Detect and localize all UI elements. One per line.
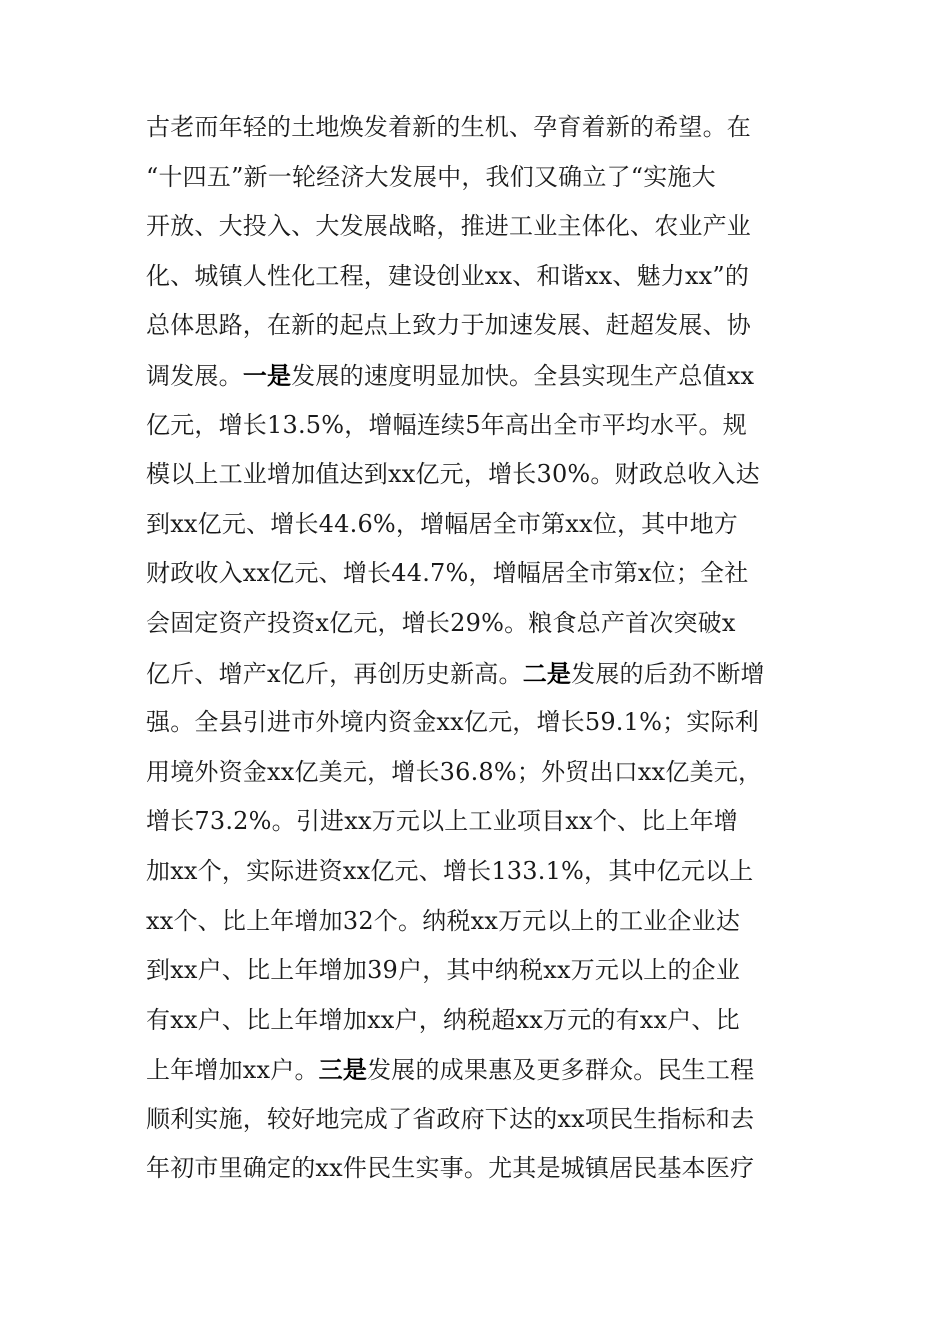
text-line: [146, 351, 816, 401]
bold-keyword: 一是: [242, 360, 292, 390]
text-line: 到xx户、比上年增加39户，其中纳税xx万元以上的企业: [146, 956, 741, 985]
text-line: 古老而年轻的土地焕发着新的生机、孕育着新的希望。在: [146, 113, 751, 141]
text-line: 增长73.2%。引进xx万元以上工业项目xx个、比上年增: [146, 807, 738, 836]
text-line: [146, 1045, 816, 1095]
bold-keyword: 三是: [318, 1055, 368, 1085]
text-line: 财政收入xx亿元、增长44.7%，增幅居全市第x位；全社: [146, 559, 749, 588]
text-segment: 发展的后劲不断增: [571, 659, 765, 688]
text-segment: 发展的速度明显加快。全县实现生产总值xx: [291, 361, 755, 390]
text-line: 开放、大投入、大发展战略，推进工业主体化、农业产业: [146, 212, 751, 241]
text-line: 强。全县引进市外境内资金xx亿元，增长59.1%；实际利: [146, 708, 759, 737]
text-segment: 亿斤、增产x亿斤，再创历史新高。: [146, 659, 523, 688]
text-line: 化、城镇人性化工程，建设创业xx、和谐xx、魅力xx”的: [146, 261, 750, 290]
text-segment: 上年增加xx户。: [146, 1056, 319, 1085]
text-line: 总体思路，在新的起点上致力于加速发展、赶超发展、协: [146, 311, 751, 340]
text-line: “十四五”新一轮经济大发展中，我们又确立了“实施大: [146, 162, 716, 191]
text-line: 有xx户、比上年增加xx户，纳税超xx万元的有xx户、比: [146, 1005, 740, 1034]
text-line: 顺利实施，较好地完成了省政府下达的xx项民生指标和去: [146, 1104, 755, 1133]
text-line: 模以上工业增加值达到xx亿元，增长30%。财政总收入达: [146, 460, 760, 489]
text-segment: 发展的成果惠及更多群众。民生工程: [367, 1056, 755, 1085]
text-line: 用境外资金xx亿美元，增长36.8%；外贸出口xx亿美元，: [146, 757, 763, 786]
text-line: xx个、比上年增加32个。纳税xx万元以上的工业企业达: [146, 906, 741, 935]
text-line: [146, 649, 816, 699]
text-line: 加xx个，实际进资xx亿元、增长133.1%，其中亿元以上: [146, 856, 754, 885]
text-line: 会固定资产投资x亿元，增长29%。粮食总产首次突破x: [146, 608, 736, 637]
bold-keyword: 二是: [522, 658, 572, 688]
text-line: 亿元，增长13.5%，增幅连续5年高出全市平均水平。规: [146, 410, 747, 439]
text-line: 到xx亿元、增长44.6%，增幅居全市第xx位，其中地方: [146, 509, 738, 538]
text-line: 年初市里确定的xx件民生实事。尤其是城镇居民基本医疗: [146, 1154, 755, 1183]
body-paragraph: [146, 103, 816, 1194]
text-segment: 调发展。: [146, 361, 243, 390]
